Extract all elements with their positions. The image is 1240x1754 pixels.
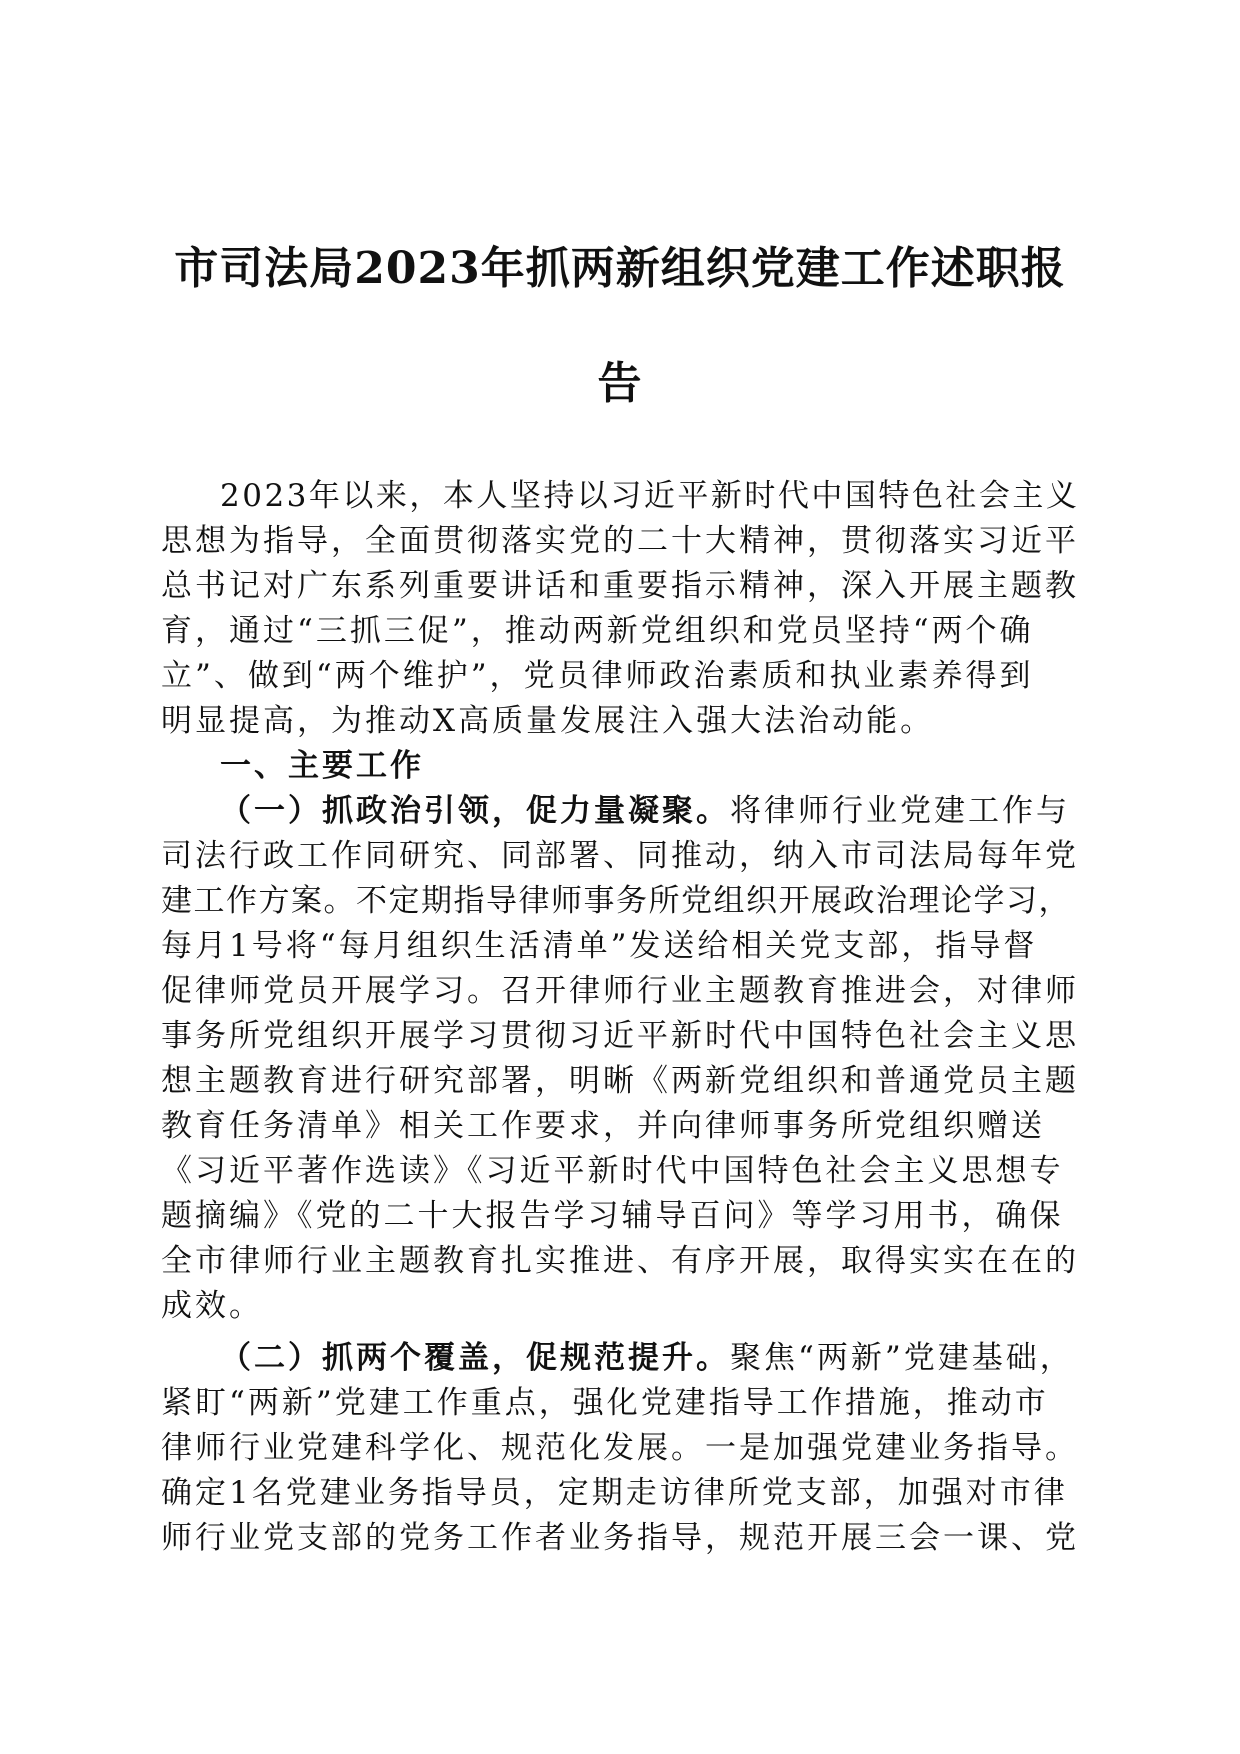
subsection-1-line: 建工作方案。不定期指导律师事务所党组织开展政治理论学习， (161, 883, 1071, 919)
subsection-1-line: 全市律师行业主题教育扎实推进、有序开展，取得实实在在的 (161, 1243, 1079, 1279)
subsection-2-heading: （二）抓两个覆盖，促规范提升。 (220, 1340, 730, 1376)
subsection-2-line: 律师行业党建科学化、规范化发展。一是加强党建业务指导。 (161, 1430, 1079, 1466)
subsection-1-line: 每月1号将“每月组织生活清单”发送给相关党支部，指导督 (161, 928, 1038, 964)
intro-line: 育，通过“三抓三促”，推动两新党组织和党员坚持“两个确 (161, 613, 1034, 649)
subsection-1-first-text: 将律师行业党建工作与 (730, 793, 1070, 829)
subsection-2-line: 紧盯“两新”党建工作重点，强化党建指导工作措施，推动市 (161, 1385, 1049, 1421)
subsection-1-line: 成效。 (161, 1288, 263, 1324)
subsection-1-heading: （一）抓政治引领，促力量凝聚。 (220, 793, 730, 829)
subsection-1-line: 促律师党员开展学习。召开律师行业主题教育推进会，对律师 (161, 973, 1079, 1009)
section-heading: 一、主要工作 (220, 748, 424, 784)
subsection-2-line: 确定1名党建业务指导员，定期走访律所党支部，加强对市律 (161, 1475, 1068, 1511)
subsection-2-first-text: 聚焦“两新”党建基础， (730, 1340, 1074, 1376)
intro-line: 立”、做到“两个维护”，党员律师政治素质和执业素养得到 (161, 658, 1034, 694)
subsection-1-line: 事务所党组织开展学习贯彻习近平新时代中国特色社会主义思 (161, 1018, 1079, 1054)
intro-line: 总书记对广东系列重要讲话和重要指示精神，深入开展主题教 (161, 568, 1079, 604)
subsection-1-line: 司法行政工作同研究、同部署、同推动，纳入市司法局每年党 (161, 838, 1079, 874)
intro-line: 思想为指导，全面贯彻落实党的二十大精神，贯彻落实习近平 (161, 523, 1079, 559)
intro-line: 明显提高，为推动X高质量发展注入强大法治动能。 (161, 703, 935, 739)
document-title-line-1: 市司法局2023年抓两新组织党建工作述职报 (174, 243, 1066, 294)
subsection-1-line: 《习近平著作选读》《习近平新时代中国特色社会主义思想专 (161, 1153, 1064, 1189)
subsection-1-line: 想主题教育进行研究部署，明晰《两新党组织和普通党员主题 (161, 1063, 1079, 1099)
subsection-1-first-line (220, 791, 1080, 831)
intro-line: 2023年以来，本人坚持以习近平新时代中国特色社会主义 (220, 478, 1080, 514)
subsection-1-line: 教育任务清单》相关工作要求，并向律师事务所党组织赠送 (161, 1108, 1045, 1144)
subsection-1-line: 题摘编》《党的二十大报告学习辅导百问》等学习用书，确保 (161, 1198, 1064, 1234)
subsection-2-first-line (220, 1338, 1080, 1378)
document-title-line-2: 告 (597, 358, 643, 409)
subsection-2-line: 师行业党支部的党务工作者业务指导，规范开展三会一课、党 (161, 1520, 1079, 1556)
